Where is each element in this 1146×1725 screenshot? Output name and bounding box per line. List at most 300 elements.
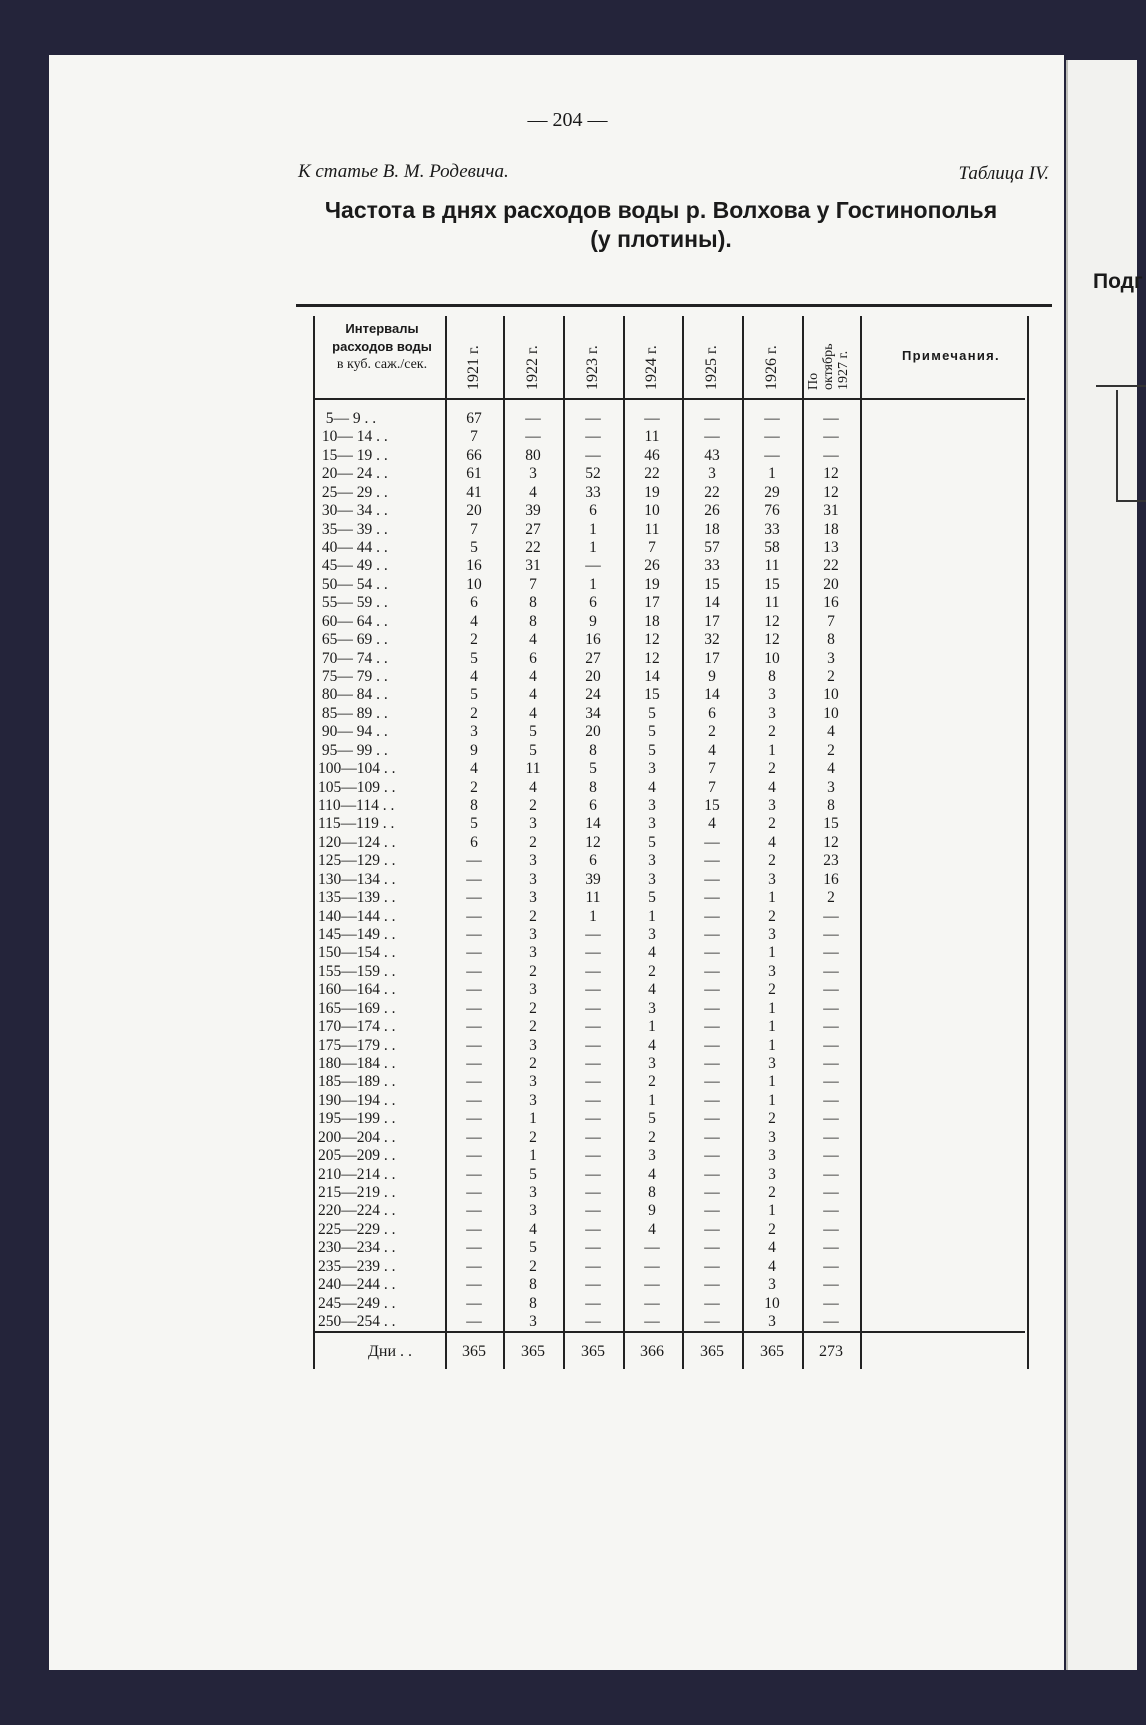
table-cell: 76 (764, 502, 780, 520)
table-cell: — (466, 852, 482, 870)
table-cell: 4 (470, 668, 478, 686)
table-cell: — (823, 1257, 839, 1275)
interval-header (316, 320, 448, 374)
table-cell: 3 (648, 797, 656, 815)
table-cell: — (704, 1276, 720, 1294)
interval-label: 60— 64 . . (318, 612, 388, 630)
table-cell: 10 (823, 704, 839, 722)
table-cell: — (585, 1055, 601, 1073)
table-cell: — (585, 944, 601, 962)
table-cell: 1 (768, 1091, 776, 1109)
table-cell: 6 (589, 594, 597, 612)
article-reference: К статье В. М. Родевича. (298, 161, 509, 182)
table-cell: 1 (589, 907, 597, 925)
table-cell: 4 (529, 631, 537, 649)
table-cell: — (585, 1110, 601, 1128)
table-cell: 43 (704, 446, 720, 464)
table-cell: 3 (529, 1202, 537, 1220)
table-cell: 32 (704, 631, 720, 649)
table-cell: — (585, 428, 601, 446)
table-cell: — (704, 981, 720, 999)
table-cell: 20 (585, 723, 601, 741)
table-cell: 20 (585, 668, 601, 686)
table-cell: — (585, 1202, 601, 1220)
table-cell: 3 (768, 797, 776, 815)
table-cell: 2 (768, 907, 776, 925)
table-cell: 2 (708, 723, 716, 741)
table-cell: 4 (708, 741, 716, 759)
table-cell: 4 (648, 1165, 656, 1183)
total-cell: 365 (760, 1343, 784, 1360)
table-cell: 3 (470, 723, 478, 741)
interval-label: 65— 69 . . (318, 631, 388, 649)
table-cell: — (823, 1110, 839, 1128)
table-cell: 2 (470, 631, 478, 649)
table-cell: — (764, 428, 780, 446)
table-cell: — (823, 1202, 839, 1220)
table-cell: — (585, 1073, 601, 1091)
column-rule (860, 316, 862, 1369)
table-cell: — (466, 1257, 482, 1275)
table-cell: — (466, 981, 482, 999)
table-cell: 6 (470, 594, 478, 612)
interval-label: 90— 94 . . (318, 723, 388, 741)
table-cell: 6 (529, 649, 537, 667)
table-cell: 4 (768, 1239, 776, 1257)
table-cell: 1 (648, 1018, 656, 1036)
table-cell: — (466, 1147, 482, 1165)
table-cell: 1 (768, 944, 776, 962)
table-cell: 23 (823, 852, 839, 870)
table-cell: 1 (768, 465, 776, 483)
table-cell: 6 (589, 797, 597, 815)
table-cell: — (823, 1165, 839, 1183)
table-cell: 1 (768, 1073, 776, 1091)
total-cell: 366 (640, 1343, 664, 1360)
table-cell: 11 (644, 428, 660, 446)
table-cell: 12 (764, 631, 780, 649)
table-cell: 11 (764, 594, 780, 612)
table-cell: 4 (648, 1220, 656, 1238)
table-cell: 17 (644, 594, 660, 612)
interval-label: 150—154 . . (318, 944, 396, 962)
year-header-1927-line2: октябрь (821, 343, 836, 390)
table-cell: 3 (648, 1055, 656, 1073)
table-cell: — (525, 428, 541, 446)
table-cell: 1 (589, 575, 597, 593)
interval-label: 155—159 . . (318, 962, 396, 980)
table-cell: — (823, 1073, 839, 1091)
adjacent-rule (1116, 390, 1118, 500)
table-cell: 2 (827, 741, 835, 759)
table-cell: — (644, 1313, 660, 1331)
table-cell: 5 (648, 704, 656, 722)
table-cell: 2 (768, 852, 776, 870)
table-cell: 1 (529, 1110, 537, 1128)
table-cell: 8 (529, 1276, 537, 1294)
table-cell: 7 (827, 612, 835, 630)
table-cell: 6 (470, 833, 478, 851)
year-header-1926: 1926 г. (763, 345, 780, 390)
table-right-rule (1027, 316, 1029, 1369)
table-cell: — (585, 1184, 601, 1202)
interval-label: 190—194 . . (318, 1091, 396, 1109)
table-cell: 2 (529, 962, 537, 980)
table-cell: — (704, 870, 720, 888)
table-cell: 5 (470, 539, 478, 556)
interval-label: 75— 79 . . (318, 668, 388, 686)
table-cell: 58 (764, 539, 780, 556)
interval-label: 250—254 . . (318, 1313, 396, 1331)
table-cell: — (585, 557, 601, 575)
table-cell: — (466, 1110, 482, 1128)
table-cell: 4 (648, 981, 656, 999)
table-cell: — (466, 1276, 482, 1294)
interval-label: 110—114 . . (318, 797, 395, 815)
table-cell: 11 (585, 889, 601, 907)
table-cell: — (466, 870, 482, 888)
table-cell: 3 (768, 1147, 776, 1165)
table-cell: 2 (529, 1055, 537, 1073)
total-cell: 365 (700, 1343, 724, 1360)
table-cell: 2 (768, 760, 776, 778)
table-cell: — (585, 1147, 601, 1165)
table-cell: 2 (768, 1220, 776, 1238)
table-cell: 7 (708, 778, 716, 796)
interval-label: 10— 14 . . (318, 428, 388, 446)
table-cell: 2 (827, 889, 835, 907)
table-cell: — (466, 1128, 482, 1146)
table-cell: — (644, 1294, 660, 1312)
table-cell: — (704, 410, 720, 427)
table-cell: 1 (589, 520, 597, 538)
table-cell: 1 (768, 741, 776, 759)
table-cell: 6 (708, 704, 716, 722)
table-cell: 6 (589, 852, 597, 870)
table-cell: 2 (768, 1110, 776, 1128)
header-bottom-rule (313, 398, 1025, 400)
table-cell: 16 (585, 631, 601, 649)
table-cell: 2 (648, 962, 656, 980)
table-cell: — (704, 926, 720, 944)
table-cell: — (585, 1018, 601, 1036)
interval-label: 5— 9 . . (318, 410, 377, 427)
interval-label: 95— 99 . . (318, 741, 388, 759)
table-cell: — (764, 446, 780, 464)
table-cell: 3 (768, 870, 776, 888)
table-cell: — (823, 1036, 839, 1054)
table-cell: 4 (529, 704, 537, 722)
table-cell: — (585, 1128, 601, 1146)
table-cell: — (823, 944, 839, 962)
adjacent-rule (1116, 500, 1146, 502)
table-cell: 3 (768, 962, 776, 980)
interval-label: 225—229 . . (318, 1220, 396, 1238)
interval-label: 245—249 . . (318, 1294, 396, 1312)
table-cell: 5 (648, 833, 656, 851)
table-cell: 4 (708, 815, 716, 833)
interval-label: 205—209 . . (318, 1147, 396, 1165)
table-cell: 22 (823, 557, 839, 575)
table-cell: 3 (529, 852, 537, 870)
table-cell: 3 (648, 852, 656, 870)
table-cell: 3 (648, 815, 656, 833)
table-cell: 12 (644, 631, 660, 649)
table-cell: 5 (648, 1110, 656, 1128)
table-cell: 4 (827, 723, 835, 741)
table-cell: 2 (768, 723, 776, 741)
interval-label: 165—169 . . (318, 999, 396, 1017)
table-cell: 22 (704, 483, 720, 501)
table-cell: 8 (589, 741, 597, 759)
table-cell: 4 (768, 833, 776, 851)
table-cell: — (823, 999, 839, 1017)
interval-label: 130—134 . . (318, 870, 396, 888)
year-header-1922: 1922 г. (524, 345, 541, 390)
table-cell: 1 (768, 889, 776, 907)
table-cell: 3 (648, 870, 656, 888)
title-line-2: (у плотины). (590, 226, 732, 252)
interval-label: 20— 24 . . (318, 465, 388, 483)
table-cell: — (704, 1147, 720, 1165)
table-cell: — (466, 1055, 482, 1073)
interval-label: 100—104 . . (318, 760, 396, 778)
table-cell: 10 (764, 1294, 780, 1312)
table-cell: — (704, 1294, 720, 1312)
table-cell: 3 (827, 778, 835, 796)
table-cell: 80 (525, 446, 541, 464)
interval-label: 230—234 . . (318, 1239, 396, 1257)
table-cell: 8 (827, 631, 835, 649)
table-cell: 5 (648, 741, 656, 759)
table-cell: 18 (644, 612, 660, 630)
table-cell: 22 (644, 465, 660, 483)
table-cell: — (585, 446, 601, 464)
table-cell: 3 (529, 1036, 537, 1054)
table-cell: — (704, 833, 720, 851)
table-cell: — (704, 889, 720, 907)
table-cell: 3 (827, 649, 835, 667)
table-cell: 4 (470, 612, 478, 630)
table-cell: 15 (823, 815, 839, 833)
table-cell: 52 (585, 465, 601, 483)
table-cell: — (704, 1239, 720, 1257)
table-cell: 11 (525, 760, 541, 778)
table-cell: 1 (768, 1036, 776, 1054)
table-cell: 9 (470, 741, 478, 759)
year-header-1921: 1921 г. (465, 345, 482, 390)
interval-label: 185—189 . . (318, 1073, 396, 1091)
interval-label: 70— 74 . . (318, 649, 388, 667)
interval-label: 210—214 . . (318, 1165, 396, 1183)
table-cell: 31 (823, 502, 839, 520)
table-cell: 1 (648, 1091, 656, 1109)
table-cell: 5 (529, 1165, 537, 1183)
interval-label: 175—179 . . (318, 1036, 396, 1054)
table-cell: 34 (585, 704, 601, 722)
table-cell: — (585, 1239, 601, 1257)
table-cell: — (823, 428, 839, 446)
table-cell: — (704, 1165, 720, 1183)
table-cell: — (466, 944, 482, 962)
table-cell: 17 (704, 612, 720, 630)
table-left-rule (313, 316, 315, 1369)
total-cell: 365 (521, 1343, 545, 1360)
table-cell: — (704, 1110, 720, 1128)
table-cell: 9 (589, 612, 597, 630)
table-cell: — (466, 1018, 482, 1036)
table-cell: — (823, 1294, 839, 1312)
table-cell: — (823, 1276, 839, 1294)
table-cell: — (704, 428, 720, 446)
table-cell: 2 (827, 668, 835, 686)
total-cell: 365 (462, 1343, 486, 1360)
table-cell: — (644, 1276, 660, 1294)
table-cell: 8 (529, 1294, 537, 1312)
adjacent-rule (1096, 385, 1146, 387)
interval-label: 215—219 . . (318, 1184, 396, 1202)
table-cell: 8 (827, 797, 835, 815)
table-cell: 27 (585, 649, 601, 667)
table-cell: 33 (704, 557, 720, 575)
table-cell: 3 (529, 1313, 537, 1331)
table-cell: 8 (529, 594, 537, 612)
table-cell: — (466, 999, 482, 1017)
table-cell: 5 (470, 815, 478, 833)
table-cell: — (585, 1036, 601, 1054)
interval-label: 170—174 . . (318, 1018, 396, 1036)
table-label: Таблица IV. (958, 163, 1049, 184)
table-cell: — (704, 907, 720, 925)
table-cell: 6 (589, 502, 597, 520)
table-cell: 1 (648, 907, 656, 925)
table-cell: 2 (470, 778, 478, 796)
table-cell: 27 (525, 520, 541, 538)
table-cell: 7 (529, 575, 537, 593)
table-cell: 2 (768, 1184, 776, 1202)
table-cell: 19 (644, 575, 660, 593)
table-cell: — (704, 1128, 720, 1146)
table-cell: — (585, 981, 601, 999)
interval-label: 140—144 . . (318, 907, 396, 925)
table-cell: 3 (648, 926, 656, 944)
table-cell: — (823, 446, 839, 464)
total-cell: 273 (819, 1343, 843, 1360)
interval-label: 80— 84 . . (318, 686, 388, 704)
table-cell: 14 (704, 686, 720, 704)
table-cell: — (585, 1294, 601, 1312)
table-cell: — (823, 1220, 839, 1238)
table-cell: — (525, 410, 541, 427)
table-cell: — (823, 1055, 839, 1073)
table-cell: 1 (768, 999, 776, 1017)
table-cell: 67 (466, 410, 482, 427)
table-cell: 12 (764, 612, 780, 630)
interval-label: 105—109 . . (318, 778, 396, 796)
table-cell: 2 (648, 1073, 656, 1091)
interval-label: 195—199 . . (318, 1110, 396, 1128)
interval-label: 15— 19 . . (318, 446, 388, 464)
title-line-1: Частота в днях расходов воды р. Волхова у Гостинополья (324, 197, 998, 223)
table-cell: — (704, 1036, 720, 1054)
interval-label: 240—244 . . (318, 1276, 396, 1294)
page-number: — 204 — (527, 109, 608, 131)
table-cell: 5 (470, 649, 478, 667)
adjacent-page-fragment (1066, 60, 1143, 1670)
interval-label: 40— 44 . . (318, 539, 388, 556)
table-cell: 22 (525, 539, 541, 556)
table-cell: 33 (764, 520, 780, 538)
interval-label: 180—184 . . (318, 1055, 396, 1073)
interval-label: 125—129 . . (318, 852, 396, 870)
table-cell: 3 (708, 465, 716, 483)
table-cell: — (585, 926, 601, 944)
table-cell: — (704, 852, 720, 870)
table-cell: 1 (529, 1147, 537, 1165)
table-cell: 12 (823, 465, 839, 483)
table-cell: — (466, 926, 482, 944)
table-cell: 14 (644, 668, 660, 686)
table-cell: — (823, 981, 839, 999)
table-cell: 7 (470, 520, 478, 538)
table-cell: — (466, 1294, 482, 1312)
totals-label: Дни . . (368, 1343, 413, 1360)
table-cell: 11 (764, 557, 780, 575)
table-cell: — (704, 1313, 720, 1331)
table-cell: — (466, 962, 482, 980)
table-cell: — (585, 1276, 601, 1294)
table-cell: 1 (768, 1202, 776, 1220)
table-cell: 3 (529, 1091, 537, 1109)
table-cell: 3 (768, 1313, 776, 1331)
table-cell: 16 (466, 557, 482, 575)
table-cell: 3 (529, 944, 537, 962)
table-cell: — (585, 410, 601, 427)
table-cell: 8 (589, 778, 597, 796)
table-cell: — (764, 410, 780, 427)
table-cell: 3 (768, 1276, 776, 1294)
table-cell: 10 (644, 502, 660, 520)
table-cell: 13 (823, 539, 839, 556)
table-cell: 1 (768, 1018, 776, 1036)
total-cell: 365 (581, 1343, 605, 1360)
table-cell: 39 (525, 502, 541, 520)
table-cell: — (823, 907, 839, 925)
table-cell: 10 (764, 649, 780, 667)
table-cell: 4 (529, 778, 537, 796)
table-cell: — (823, 926, 839, 944)
table-cell: 2 (529, 1257, 537, 1275)
table-cell: 11 (644, 520, 660, 538)
table-cell: 16 (823, 870, 839, 888)
table-cell: — (704, 1257, 720, 1275)
table-cell: 2 (470, 704, 478, 722)
interval-label: 145—149 . . (318, 926, 396, 944)
table-cell: 3 (648, 1147, 656, 1165)
table-cell: 2 (768, 815, 776, 833)
interval-header-line: Интервалы (345, 321, 419, 336)
table-cell: 3 (768, 1128, 776, 1146)
table-cell: — (585, 962, 601, 980)
table-cell: — (823, 1184, 839, 1202)
table-cell: — (466, 1239, 482, 1257)
interval-label: 50— 54 . . (318, 575, 388, 593)
table-cell: — (704, 999, 720, 1017)
interval-label: 160—164 . . (318, 981, 396, 999)
table-cell: 5 (589, 760, 597, 778)
table-cell: — (823, 962, 839, 980)
table-cell: 4 (648, 944, 656, 962)
